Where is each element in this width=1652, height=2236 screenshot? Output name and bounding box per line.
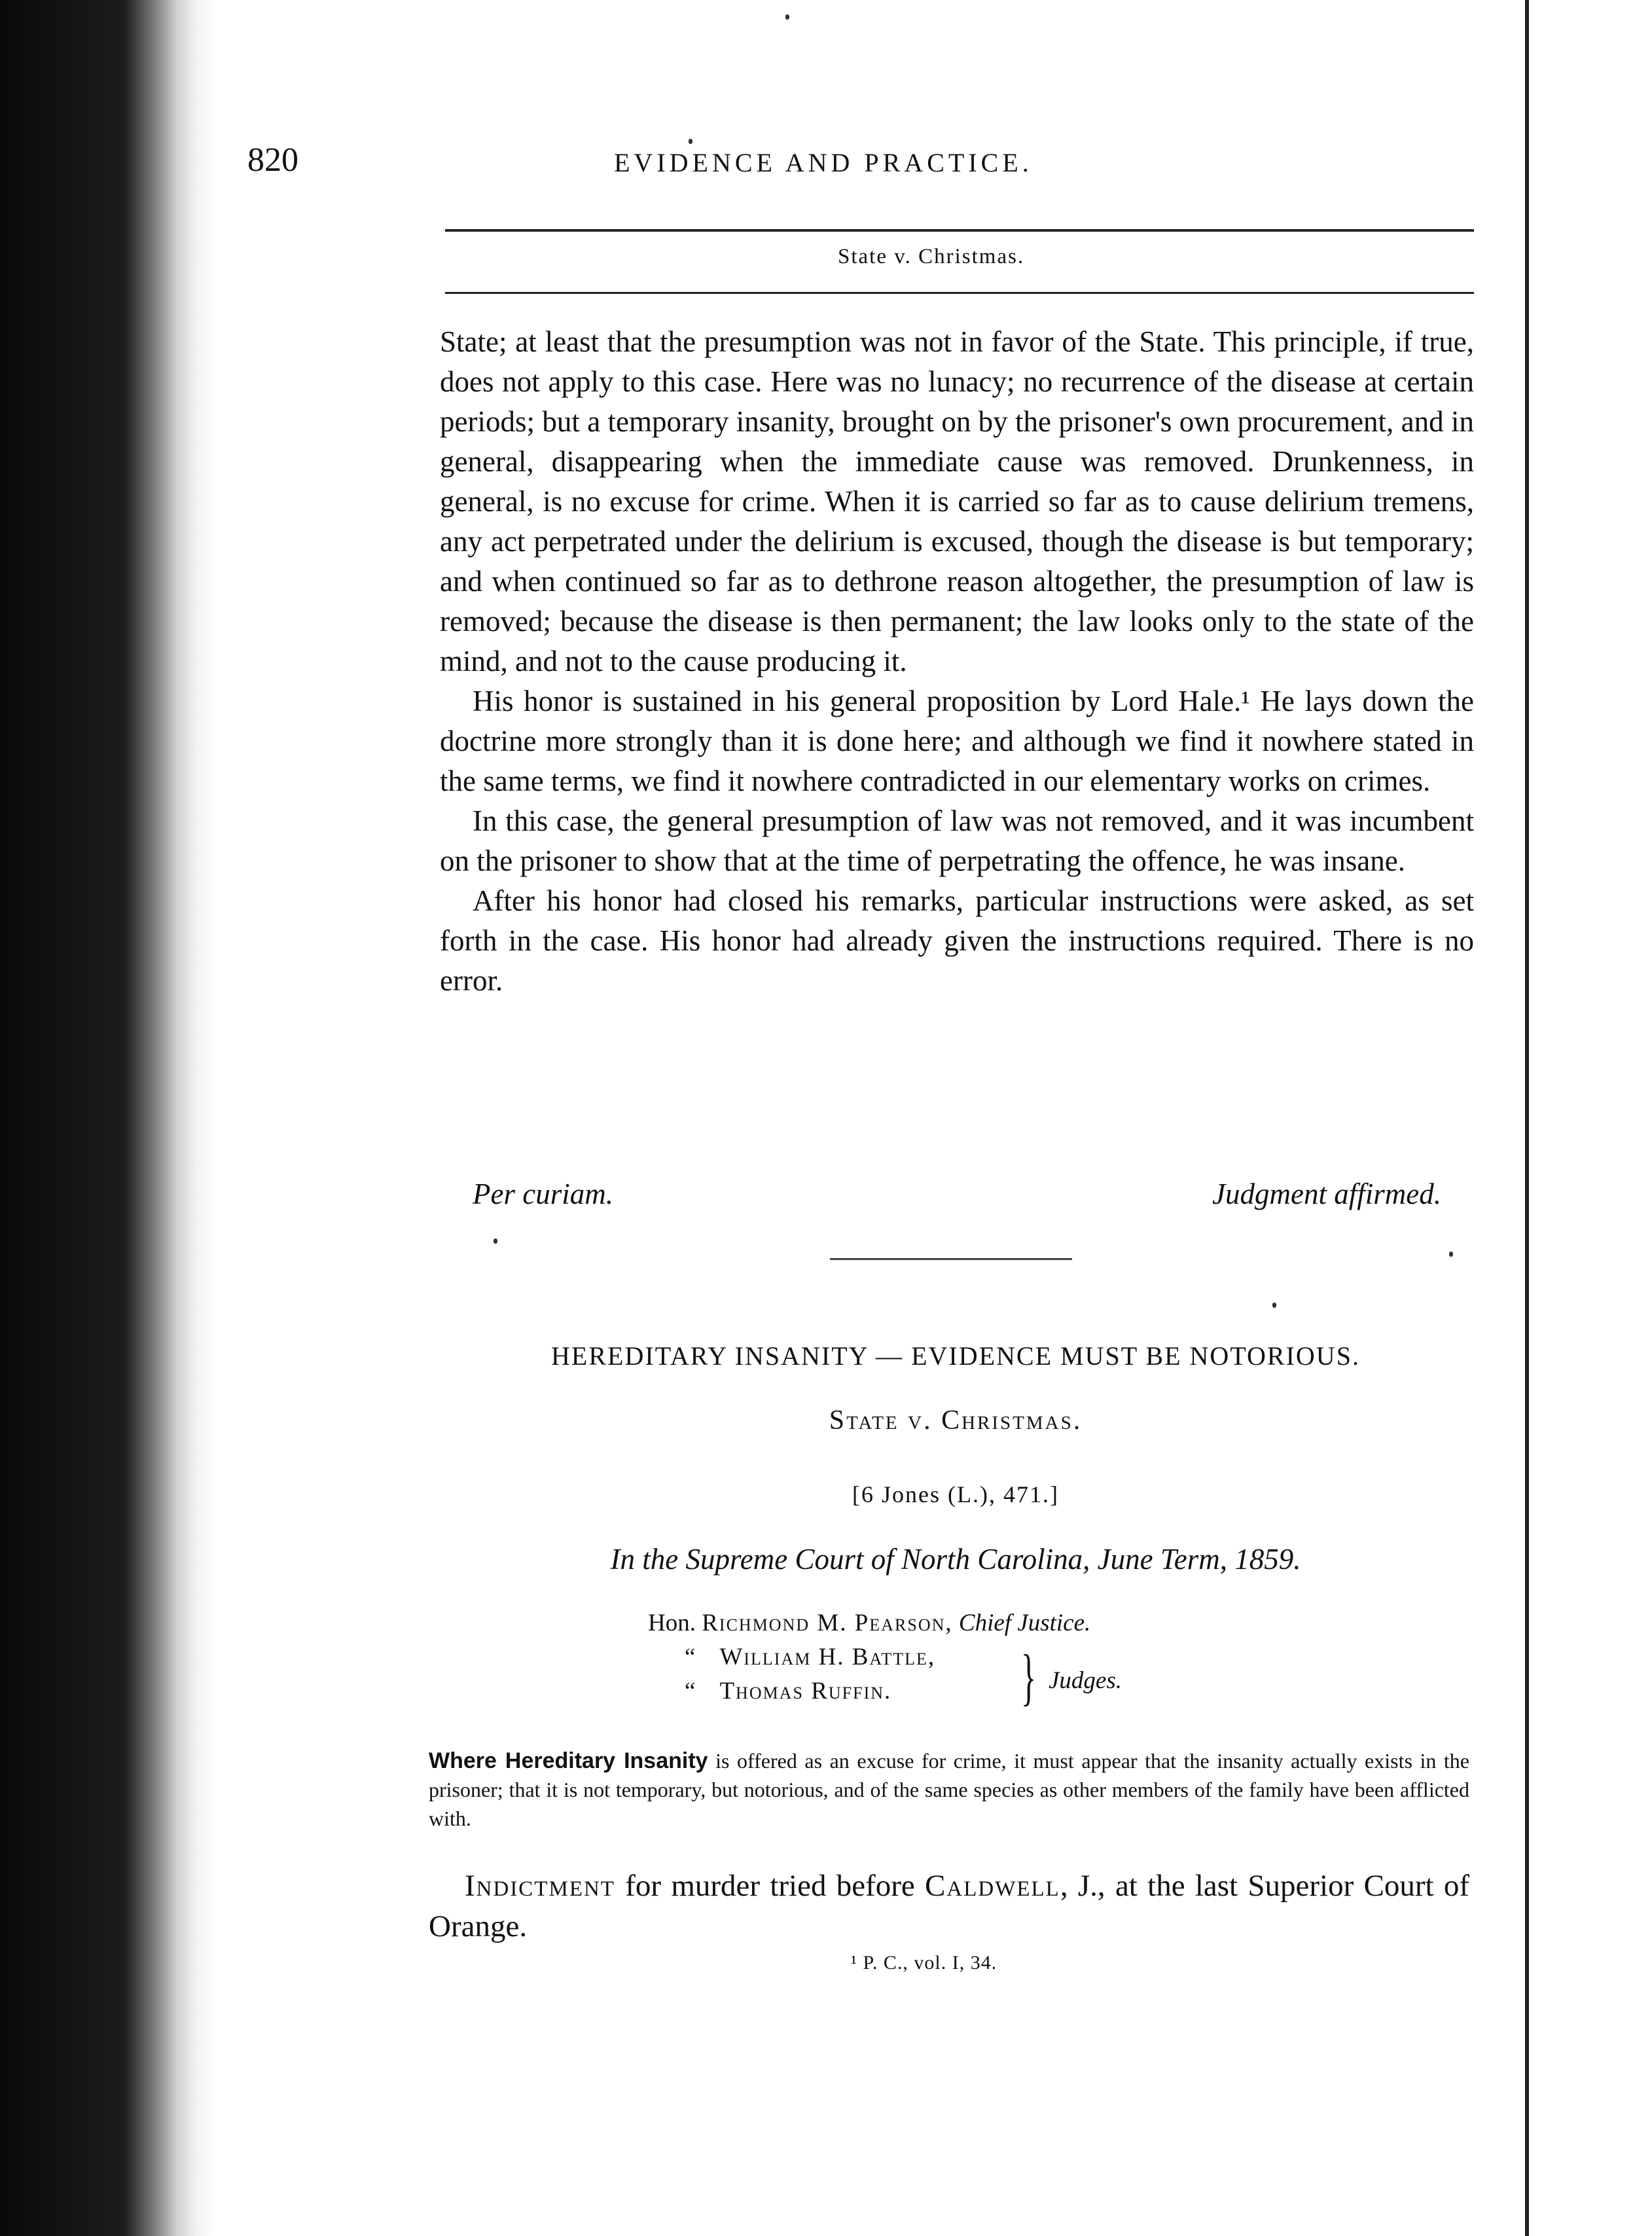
chief-justice-role: Chief Justice. xyxy=(958,1610,1091,1636)
ditto-mark: “ xyxy=(685,1644,696,1670)
footnote: ¹ P. C., vol. I, 34. xyxy=(851,1952,997,1974)
running-head xyxy=(247,141,1478,187)
indictment-text: for murder tried before xyxy=(615,1869,925,1903)
section-separator xyxy=(830,1258,1072,1260)
court-line: In the Supreme Court of North Carolina, June Term, 1859. xyxy=(610,1543,1301,1576)
closing-line xyxy=(473,1177,1441,1216)
print-speck xyxy=(494,1238,497,1244)
opinion-text xyxy=(440,322,1474,1001)
chief-justice-line xyxy=(648,1609,1090,1637)
print-speck xyxy=(1449,1252,1453,1257)
paragraph: State; at least that the presumption was not in favor of the State. This principle, if true, does not apply to this case. Here was no lunacy; no recurrence of the disease at certain periods; but a temporary insanity, brought on by the prisoner's own procurement, and in general, disappearing when the immediate cause was removed. Drunkenness, in general, is no excuse for crime. When it is carried so far as to cause delirium tremens, any act perpetrated under the delirium is excused, though the disease is but temporary; and when continued so far as to dethrone reason altogether, the presumption of law is removed; because the disease is then permanent; the law looks only to the state of the mind, and not to the cause producing it. xyxy=(440,325,1474,677)
judges-list xyxy=(648,1609,1302,1720)
running-title: EVIDENCE AND PRACTICE. xyxy=(614,148,1033,177)
page-edge xyxy=(1525,0,1652,2236)
paragraph: His honor is sustained in his general proposition by Lord Hale.¹ He lays down the doctrine more strongly than it is done here; and although we find it nowhere stated in the same terms, we find it nowhere contradicted in our elementary works on crimes. xyxy=(440,685,1474,797)
header-rule-top xyxy=(445,229,1474,232)
judge-line xyxy=(685,1643,935,1671)
brace-glyph: } xyxy=(1021,1642,1037,1712)
paragraph: After his honor had closed his remarks, particular instructions were asked, as set forth in the case. His honor had already given the instructions required. There is no error. xyxy=(440,884,1474,997)
case-citation: [6 Jones (L.), 471.] xyxy=(852,1481,1059,1507)
indictment-word: Indictment xyxy=(465,1869,615,1903)
case-caption: State v. Christmas. xyxy=(838,245,1025,268)
headnote-lead: Where Hereditary Insanity xyxy=(429,1748,708,1773)
headnote xyxy=(429,1746,1469,1833)
book-spine-shadow xyxy=(0,0,216,2236)
page-number: 820 xyxy=(247,141,298,179)
ditto-mark: “ xyxy=(685,1678,696,1704)
judgment-affirmed: Judgment affirmed. xyxy=(1212,1178,1441,1210)
hon-prefix: Hon. xyxy=(648,1610,696,1636)
print-speck xyxy=(1272,1303,1276,1308)
case-heading: HEREDITARY INSANITY — EVIDENCE MUST BE NOTORIOUS. xyxy=(551,1341,1360,1371)
case-title: State v. Christmas. xyxy=(829,1405,1083,1435)
header-rule-bottom xyxy=(445,292,1474,294)
print-speck xyxy=(785,14,789,20)
judge-name: William H. Battle, xyxy=(719,1644,936,1670)
headnote-text: is offered as an excuse for crime, it must appear that the insanity actually exists in the prisoner; that it is not temporary, but notorious, and of the same species as other members of the family have been afflicted with. xyxy=(429,1749,1469,1830)
chief-justice-name: Richmond M. Pearson, xyxy=(702,1610,953,1636)
judge-line xyxy=(685,1677,891,1705)
per-curiam: Per curiam. xyxy=(473,1178,613,1210)
judges-role: Judges. xyxy=(1049,1667,1122,1694)
indictment-paragraph xyxy=(429,1866,1469,1947)
indictment-text-end: , J., at the last Superior Court of Orange. xyxy=(429,1869,1470,1943)
paragraph: In this case, the general presumption of law was not removed, and it was incumbent on the prisoner to show that at the time of perpetrating the offence, he was insane. xyxy=(440,804,1474,877)
judge-name: Thomas Ruffin. xyxy=(719,1678,892,1704)
judge-caldwell: Caldwell xyxy=(925,1869,1060,1903)
print-speck xyxy=(689,139,692,144)
